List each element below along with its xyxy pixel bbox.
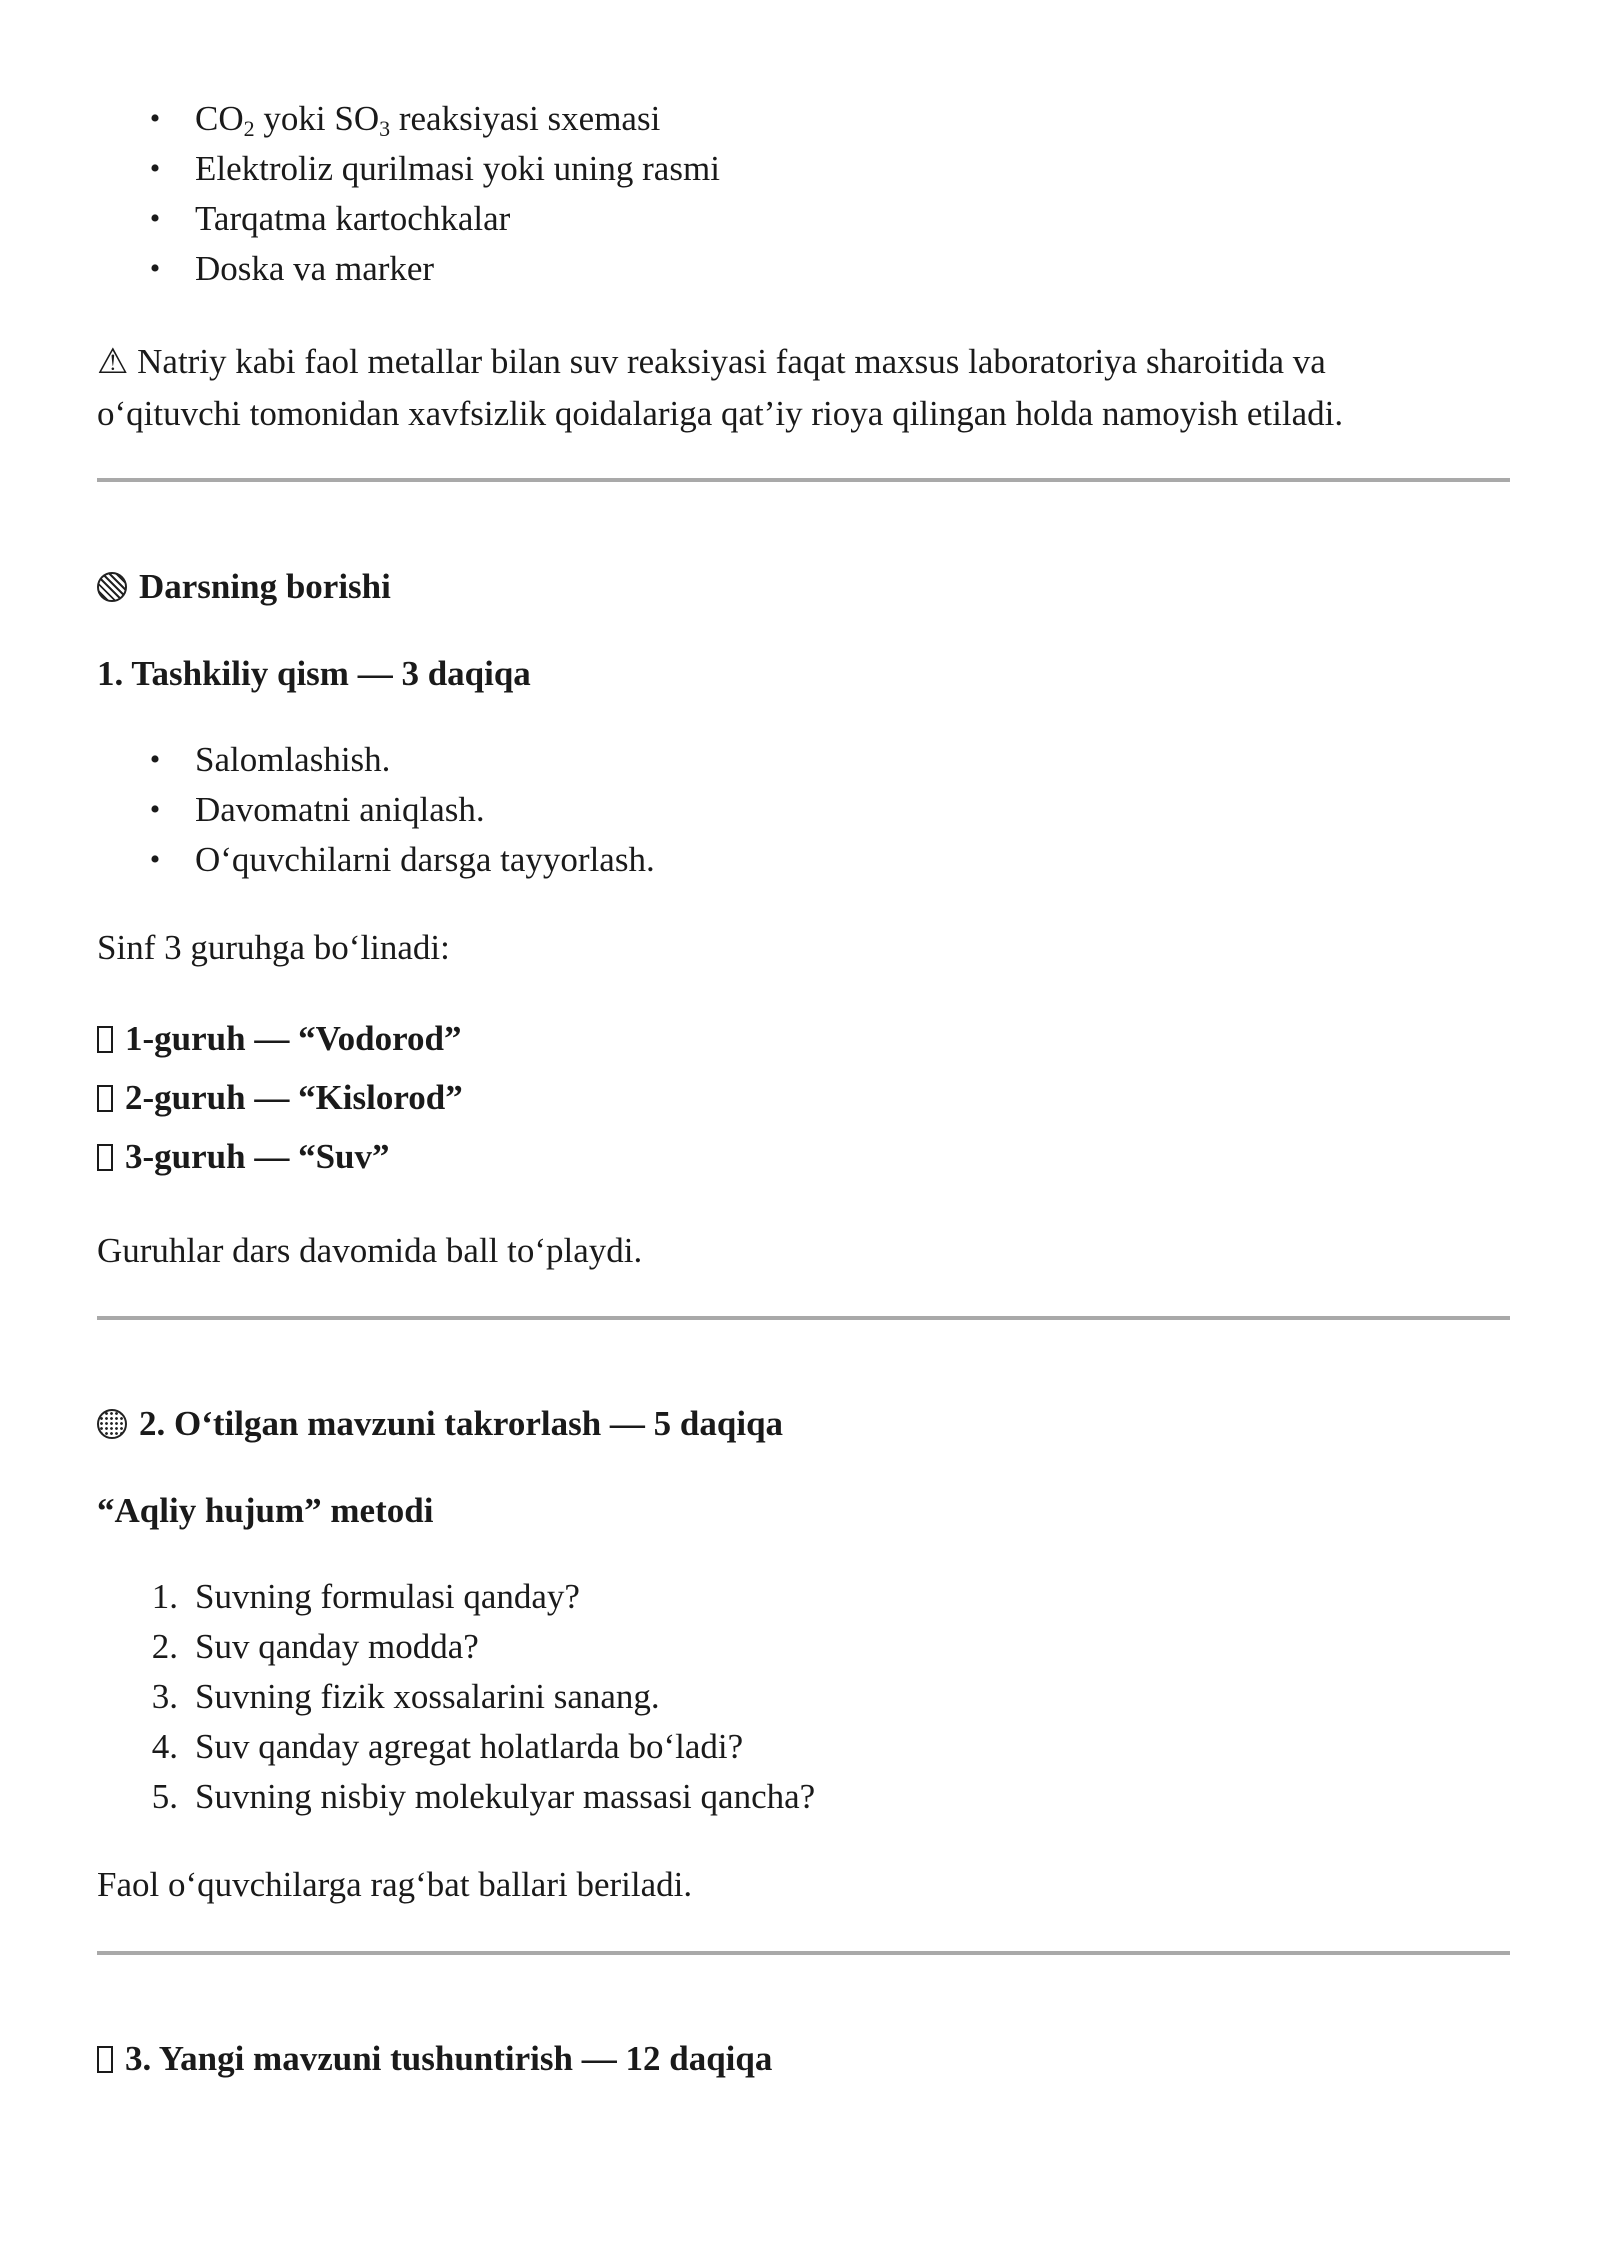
- group-1: 1-guruh — “Vodorod”: [97, 1014, 461, 1064]
- list-number: 1.: [151, 1577, 178, 1616]
- part3-heading: 3. Yangi mavzuni tushuntirish — 12 daqiqa: [97, 2034, 772, 2084]
- bullet: •: [149, 252, 161, 285]
- question-text: Suvning formulasi qanday?: [195, 1577, 580, 1616]
- bullet: •: [149, 152, 161, 185]
- missing-glyph-icon: [97, 1144, 113, 1171]
- list-item-text: O‘quvchilarni darsga tayyorlash.: [195, 840, 655, 879]
- hatched-circle-icon: [97, 572, 127, 602]
- material-item-electrolysis: Elektroliz qurilmasi yoki uning rasmi: [195, 149, 720, 188]
- lesson-heading: Darsning borishi: [97, 562, 391, 612]
- missing-glyph-icon: [97, 1026, 113, 1053]
- bullet: •: [149, 202, 161, 235]
- list-item-text: Salomlashish.: [195, 740, 391, 779]
- list-number: 3.: [151, 1677, 178, 1716]
- part2-outro: Faol o‘quvchilarga rag‘bat ballari beriladi.: [97, 1865, 693, 1904]
- part1-heading: 1. Tashkiliy qism — 3 daqiqa: [97, 654, 531, 693]
- missing-glyph-icon: [97, 2046, 113, 2073]
- question-text: Suv qanday agregat holatlarda bo‘ladi?: [195, 1727, 744, 1766]
- question-text: Suv qanday modda?: [195, 1627, 479, 1666]
- divider: [97, 478, 1510, 482]
- safety-warning: [97, 336, 1517, 440]
- group-2: 2-guruh — “Kislorod”: [97, 1073, 463, 1123]
- warning-line-2: o‘qituvchi tomonidan xavfsizlik qoidalariga qat’iy rioya qilingan holda namoyish etiladi.: [97, 394, 1344, 433]
- material-item-board: Doska va marker: [195, 249, 435, 288]
- part2-heading: 2. O‘tilgan mavzuni takrorlash — 5 daqiqa: [97, 1399, 783, 1449]
- bullet: •: [149, 793, 161, 826]
- warning-line-1: Natriy kabi faol metallar bilan suv reaksiyasi faqat maxsus laboratoriya sharoitida va: [128, 342, 1326, 381]
- group-3: 3-guruh — “Suv”: [97, 1132, 390, 1182]
- list-item-text: Davomatni aniqlash.: [195, 790, 485, 829]
- list-number: 5.: [151, 1777, 178, 1816]
- question-text: Suvning fizik xossalarini sanang.: [195, 1677, 660, 1716]
- dotted-circle-icon: [97, 1409, 127, 1439]
- divider: [97, 1316, 1510, 1320]
- material-item-cards: Tarqatma kartochkalar: [195, 199, 511, 238]
- material-item-reaction-scheme: $CO_2$ yoki $SO_3$ reaksiyasi sxemasi: [195, 99, 661, 141]
- method-title: “Aqliy hujum” metodi: [97, 1491, 434, 1530]
- bullet: •: [149, 102, 161, 135]
- question-text: Suvning nisbiy molekulyar massasi qancha?: [195, 1777, 816, 1816]
- missing-glyph-icon: [97, 1085, 113, 1112]
- warning-icon: ⚠: [97, 342, 129, 381]
- list-number: 2.: [151, 1627, 178, 1666]
- divider: [97, 1951, 1510, 1955]
- list-number: 4.: [151, 1727, 178, 1766]
- bullet: •: [149, 743, 161, 776]
- part1-outro: Guruhlar dars davomida ball to‘playdi.: [97, 1231, 643, 1270]
- groups-intro: Sinf 3 guruhga bo‘linadi:: [97, 928, 450, 967]
- bullet: •: [149, 843, 161, 876]
